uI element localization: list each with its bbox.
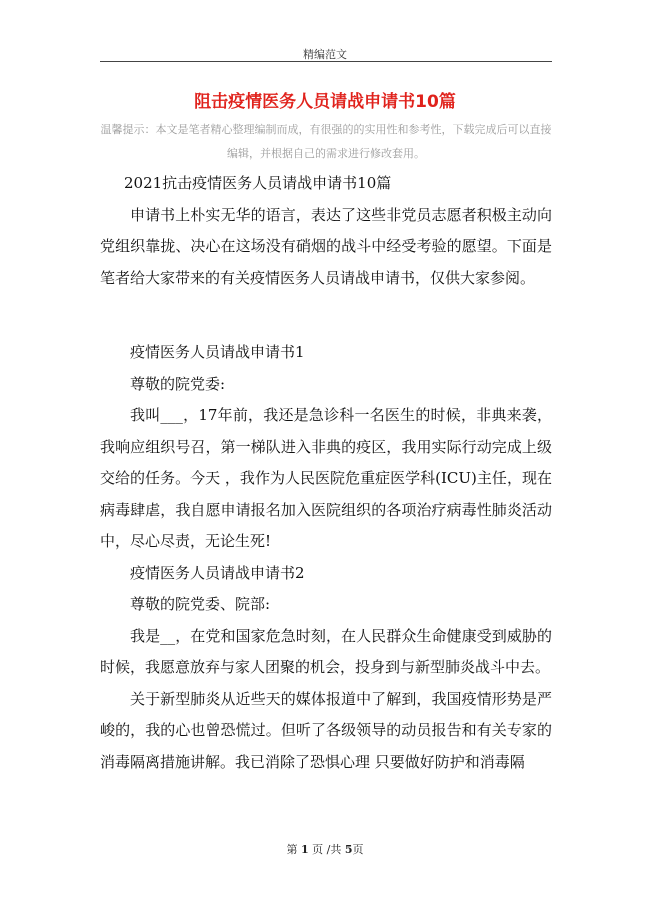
footer-middle: 页 /共 xyxy=(312,843,342,856)
letter1-salutation: 尊敬的院党委: xyxy=(130,374,226,393)
header-rule xyxy=(100,61,552,62)
document-body-continued xyxy=(100,337,552,778)
intro-paragraph: 申请书上朴实无华的语言，表达了这些非党员志愿者积极主动向党组织靠拢、决心在这场没有硝烟的战斗中经受考验的愿望。下面是笔者给大家带来的有关疫情医务人员请战申请书，仅供大家参阅。 xyxy=(100,205,552,287)
letter2-paragraph-1: 我是__，在党和国家危急时刻，在人民群众生命健康受到威胁的时候，我愿意放弃与家人团聚的机会，投身到与新型肺炎战斗中去。 xyxy=(100,626,552,676)
footer-total-pages: 5 xyxy=(344,843,353,856)
notice-line-2: 编辑，并根据自己的需求进行修改套用。 xyxy=(227,147,425,160)
footer-suffix: 页 xyxy=(352,843,364,856)
letter2-salutation: 尊敬的院党委、院部: xyxy=(130,595,271,613)
page-footer xyxy=(0,841,650,857)
footer-prefix: 第 xyxy=(286,843,298,856)
letter2-heading: 疫情医务人员请战申请书2 xyxy=(130,563,305,582)
document-body xyxy=(100,168,552,294)
footer-page-number: 1 xyxy=(300,843,309,856)
download-notice xyxy=(100,118,552,166)
letter2-paragraph-2: 关于新型肺炎从近些天的媒体报道中了解到，我国疫情形势是严峻的，我的心也曾恐慌过。但听了各级领导的动员报告和有关专家的消毒隔离措施讲解。我已消除了恐惧心理 只要做好防护和消毒隔 xyxy=(100,689,552,771)
document-title: 阻击疫情医务人员请战申请书10篇 xyxy=(194,92,456,112)
header-label: 精编范文 xyxy=(303,48,347,61)
notice-line-1: 温馨提示：本文是笔者精心整理编制而成，有很强的的实用性和参考性，下载完成后可以直接 xyxy=(100,123,552,136)
letter1-paragraph: 我叫___，17年前，我还是急诊科一名医生的时候，非典来袭，我响应组织号召，第一梯队进入非典的疫区，我用实际行动完成上级交给的任务。今天 ，我作为人民医院危重症医学科(ICU)主任，现在病毒肆虐，我自愿申请报名加入医院组织的各项治疗病毒性肺炎活动中，尽心尽责，无论生死! xyxy=(100,406,552,550)
letter1-heading: 疫情医务人员请战申请书1 xyxy=(130,343,305,361)
body-subtitle: 2021抗击疫情医务人员请战申请书10篇 xyxy=(124,174,392,192)
